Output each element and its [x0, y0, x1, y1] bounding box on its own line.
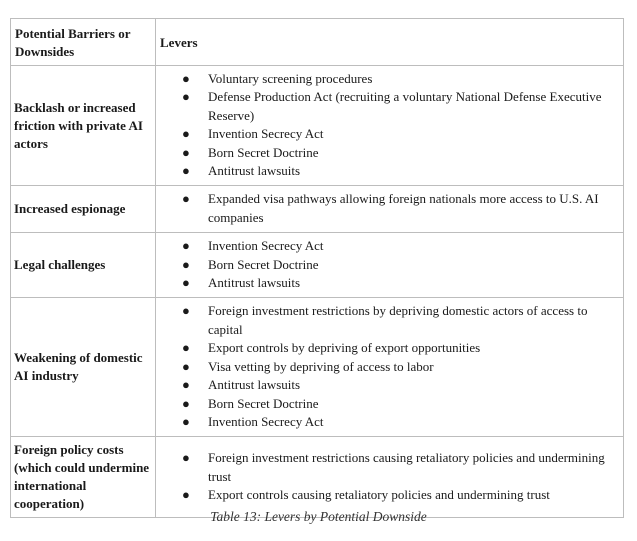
lever-item	[156, 395, 619, 413]
bullet-icon: ●	[182, 275, 190, 291]
barrier-cell: Foreign policy costs (which could undermine international cooperation)	[11, 437, 156, 518]
bullet-icon: ●	[182, 377, 190, 393]
lever-item	[156, 88, 619, 125]
header-barriers: Potential Barriers or Downsides	[11, 19, 156, 66]
lever-text: Visa vetting by depriving of access to labor	[208, 358, 434, 374]
barrier-cell: Backlash or increased friction with private AI actors	[11, 66, 156, 186]
levers-cell	[156, 233, 624, 298]
levers-list	[156, 445, 623, 509]
lever-item	[156, 486, 619, 504]
bullet-icon: ●	[182, 487, 190, 503]
bullet-icon: ●	[182, 303, 190, 319]
bullet-icon: ●	[182, 71, 190, 86]
lever-item	[156, 339, 619, 357]
lever-item	[156, 256, 619, 274]
lever-text: Defense Production Act (recruiting a voluntary National Defense Executive Reserve)	[208, 89, 602, 123]
header-levers: Levers	[156, 19, 624, 66]
table-body	[11, 66, 624, 518]
lever-item	[156, 376, 619, 394]
levers-cell	[156, 298, 624, 437]
barrier-cell: Legal challenges	[11, 233, 156, 298]
bullet-icon: ●	[182, 126, 190, 142]
lever-text: Antitrust lawsuits	[208, 275, 301, 291]
table-row	[11, 233, 624, 298]
barrier-cell: Increased espionage	[11, 186, 156, 233]
lever-item	[156, 413, 619, 431]
barrier-cell: Weakening of domestic AI industry	[11, 298, 156, 437]
bullet-icon: ●	[182, 163, 190, 179]
lever-item	[156, 162, 619, 180]
bullet-icon: ●	[182, 450, 190, 466]
bullet-icon: ●	[182, 413, 190, 429]
levers-list	[156, 233, 623, 297]
bullet-icon: ●	[182, 144, 190, 160]
lever-text: Born Secret Doctrine	[208, 395, 319, 411]
bullet-icon: ●	[182, 395, 190, 411]
levers-list	[156, 186, 623, 232]
levers-list	[156, 298, 623, 436]
lever-item	[156, 449, 619, 486]
bullet-icon: ●	[182, 238, 190, 254]
table-row	[11, 298, 624, 437]
lever-text: Antitrust lawsuits	[208, 163, 301, 179]
lever-item	[156, 125, 619, 143]
table-header-row	[11, 19, 624, 66]
table-caption: Table 13: Levers by Potential Downside	[210, 509, 427, 524]
bullet-icon: ●	[182, 89, 190, 105]
lever-text: Foreign investment restrictions causing retaliatory policies and undermining trust	[208, 450, 605, 484]
lever-text: Invention Secrecy Act	[208, 413, 324, 429]
lever-item	[156, 70, 619, 88]
lever-text: Invention Secrecy Act	[208, 126, 324, 142]
bullet-icon: ●	[182, 358, 190, 374]
lever-item	[156, 237, 619, 255]
lever-text: Voluntary screening procedures	[208, 71, 373, 86]
lever-text: Antitrust lawsuits	[208, 377, 301, 393]
lever-item	[156, 302, 619, 339]
lever-text: Invention Secrecy Act	[208, 238, 324, 254]
table-row	[11, 66, 624, 186]
levers-cell	[156, 437, 624, 518]
lever-item	[156, 274, 619, 292]
lever-text: Export controls causing retaliatory policies and undermining trust	[208, 487, 550, 503]
lever-text: Export controls by depriving of export opportunities	[208, 340, 481, 356]
table-row	[11, 437, 624, 518]
bullet-icon: ●	[182, 191, 190, 207]
lever-item	[156, 144, 619, 162]
lever-text: Expanded visa pathways allowing foreign nationals more access to U.S. AI companies	[208, 191, 599, 225]
levers-list	[156, 66, 623, 185]
levers-table-container	[10, 18, 623, 518]
lever-item	[156, 190, 619, 227]
levers-cell	[156, 186, 624, 233]
table-row	[11, 186, 624, 233]
levers-cell	[156, 66, 624, 186]
lever-text: Foreign investment restrictions by depriving domestic actors of access to capital	[208, 303, 588, 337]
bullet-icon: ●	[182, 256, 190, 272]
bullet-icon: ●	[182, 340, 190, 356]
lever-text: Born Secret Doctrine	[208, 256, 319, 272]
lever-item	[156, 358, 619, 376]
levers-by-downside-table	[10, 18, 624, 518]
lever-text: Born Secret Doctrine	[208, 144, 319, 160]
